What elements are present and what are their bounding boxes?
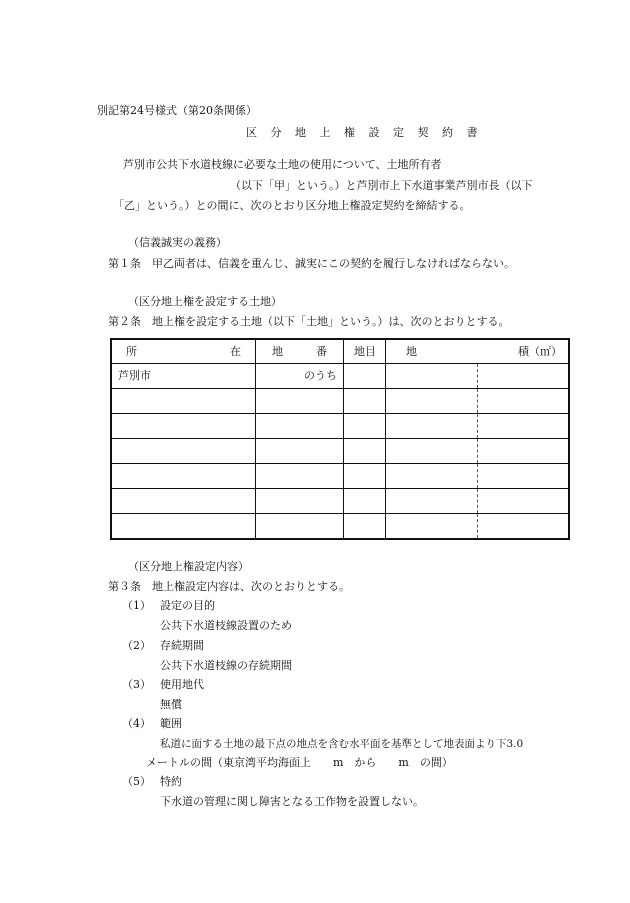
- item-4-number: （4）: [122, 717, 151, 730]
- header-location-right: 在: [230, 344, 241, 358]
- item-5-number: （5）: [122, 775, 151, 788]
- header-category-left: 地: [354, 344, 365, 358]
- item-1-label: 設定の目的: [160, 599, 215, 612]
- item-2-label: 存続期間: [160, 639, 204, 652]
- item-3-detail: 無償: [160, 698, 182, 711]
- item-4-detail-1: 私道に面する土地の最下点の地点を含む水平面を基準として地表面より下3.0: [160, 738, 524, 750]
- item-3-label: 使用地代: [160, 678, 204, 691]
- item-2-number: （2）: [122, 639, 151, 652]
- header-lot-right: 番: [316, 344, 327, 358]
- table-row: [111, 464, 569, 489]
- preamble-line-2: （以下「甲」という。）と芦別市上下水道事業芦別市長（以下: [230, 179, 533, 192]
- item-2-detail: 公共下水道枝線の存続期間: [160, 659, 292, 672]
- header-area: [386, 339, 478, 364]
- header-location: [111, 339, 256, 364]
- cell-area-int: [386, 364, 478, 389]
- header-lot-left: 地: [272, 344, 283, 358]
- header-area-right: 積（㎡）: [518, 344, 562, 358]
- header-lot: [256, 339, 344, 364]
- article-1-text: 第１条 甲乙両者は、信義を重んじ、誠実にこの契約を履行しなければならない。: [108, 257, 515, 270]
- item-4-detail-2: メートルの間（東京湾平均海面上 m から m の間）: [146, 756, 453, 769]
- land-table: [110, 338, 570, 540]
- cell-lot: のうち: [256, 364, 344, 389]
- table-row: [111, 414, 569, 439]
- document-title: 区 分 地 上 権 設 定 契 約 書: [246, 126, 483, 139]
- cell-area-dec: [477, 364, 569, 389]
- table-row: [111, 439, 569, 464]
- table-row: [111, 514, 569, 540]
- table-row: [111, 364, 569, 389]
- item-3-number: （3）: [122, 678, 151, 691]
- table-header-row: [111, 339, 569, 364]
- article-2-caption: （区分地上権を設定する土地）: [128, 295, 282, 308]
- table-row: [111, 389, 569, 414]
- preamble-line-1: 芦別市公共下水道枝線に必要な土地の使用について、土地所有者: [123, 158, 442, 171]
- item-1-number: （1）: [122, 599, 151, 612]
- header-category: [344, 339, 386, 364]
- cell-category: [344, 364, 386, 389]
- header-location-left: 所: [126, 344, 137, 358]
- form-label: 別記第24号様式（第20条関係）: [97, 104, 257, 117]
- table-row: [111, 489, 569, 514]
- header-area-left: 地: [406, 344, 417, 358]
- item-1-detail: 公共下水道枝線設置のため: [160, 619, 292, 632]
- item-5-detail: 下水道の管理に関し障害となる工作物を設置しない。: [160, 795, 424, 808]
- item-4-label: 範囲: [160, 717, 182, 730]
- header-area-unit: [477, 339, 569, 364]
- item-5-label: 特約: [160, 775, 182, 788]
- preamble-line-3: 「乙」という。）との間に、次のとおり区分地上権設定契約を締結する。: [113, 199, 471, 212]
- article-3-caption: （区分地上権設定内容）: [128, 560, 249, 573]
- article-3-text: 第３条 地上権設定内容は、次のとおりとする。: [108, 580, 350, 593]
- header-category-right: 目: [365, 344, 376, 358]
- cell-location: 芦別市: [111, 364, 256, 389]
- article-1-caption: （信義誠実の義務）: [128, 236, 227, 249]
- article-2-text: 第２条 地上権を設定する土地（以下「土地」という。）は、次のとおりとする。: [108, 315, 510, 328]
